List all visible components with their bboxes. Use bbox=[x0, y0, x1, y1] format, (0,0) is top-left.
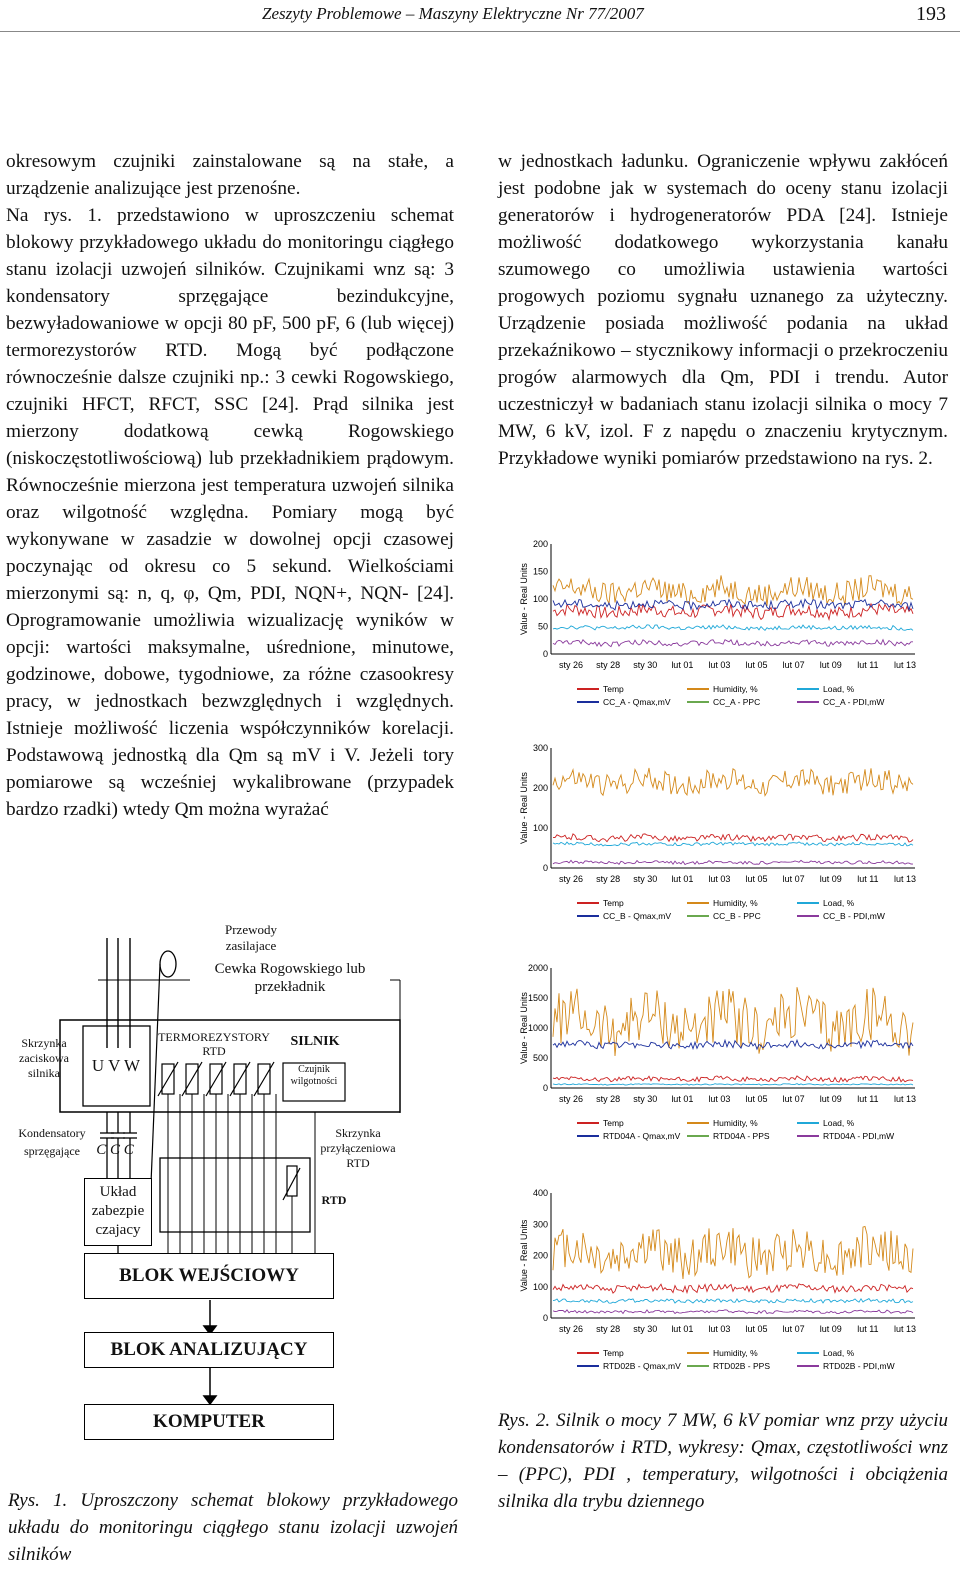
chart-svg bbox=[515, 740, 935, 940]
header-rule bbox=[0, 31, 960, 32]
legend-label: CC_B - PPC bbox=[713, 911, 761, 921]
x-tick-label: lut 03 bbox=[708, 874, 731, 884]
paragraph: okresowym czujniki zainstalowane są na stałe, a urządzenie analizujące jest przenośne. bbox=[6, 151, 454, 199]
y-tick-label: 1500 bbox=[527, 993, 548, 1003]
x-tick-label: lut 03 bbox=[708, 1324, 731, 1334]
legend-label: Temp bbox=[603, 1348, 624, 1358]
chart-svg bbox=[515, 536, 935, 726]
y-tick-label: 300 bbox=[532, 1219, 548, 1230]
legend-label: RTD02B - PDI,mW bbox=[823, 1361, 895, 1371]
y-axis-label: Value - Real Units bbox=[519, 1219, 529, 1292]
legend-label: CC_B - PDI,mW bbox=[823, 911, 885, 921]
series-line bbox=[553, 1227, 913, 1280]
rtd-label: RTD bbox=[321, 1193, 347, 1207]
journal-title: Zeszyty Problemowe – Maszyny Elektryczne Nr 77/2007 bbox=[262, 4, 644, 23]
x-tick-label: lut 03 bbox=[708, 1094, 731, 1104]
legend-label: Temp bbox=[603, 1118, 624, 1128]
paragraph: Na rys. 1. przedstawiono w uproszczeniu schemat blokowy przykładowego układu do monitoringu ciągłego stanu izolacji uzwojeń silników. Czujnikami wnz są: 3 kondensatory sprzęgające bezindukcyjne, bezwyładowaniowe w opcji 80 pF, 500 pF, 6 (lub więcej) termorezystorów RTD. Mogą być podłączone równocześnie dalsze czujniki np.: 3 cewki Rogowskiego, czujniki HFCT, RFCT, SSC [24]. Prąd silnika jest mierzony dodatkową cewką Rogowskiego (niskoczęstotliwościową) lub przekładnikiem prądowym. Równocześnie mierzona jest temperatura uzwojeń silnika oraz wilgotność względna. Pomiary mogą być wykonywane w zasadzie w dowolnej opcji czasowej poczynając od okresu co 5 sekund. Wielkościami mierzonymi są: n, q, φ, Qm, PDI, NQN+, NQN- [24]. Oprogramowanie umożliwia wizualizację wyników w opcji: wartości maksymalne, uśrednione, minutowe, godzinowe, dobowe, tygodniowe, za różne czasookresy pracy, w jednostkach bezwzględnych i względnych. Istnieje możliwość liczenia współczynników korelacji. Podstawową jednostką dla Qm są mV i V. Jeżeli tory pomiarowe są wcześniej wykalibrowane (przypadek bardzo rzadki) wtedy Qm można wyrażać bbox=[6, 205, 454, 820]
cables-label: Przewody zasilajace bbox=[225, 922, 277, 953]
y-tick-label: 200 bbox=[532, 1250, 548, 1261]
x-tick-label: lut 09 bbox=[819, 1324, 842, 1334]
right-column bbox=[498, 148, 948, 472]
x-tick-label: lut 03 bbox=[708, 660, 731, 670]
series-line bbox=[553, 1040, 913, 1049]
x-tick-label: sty 28 bbox=[596, 874, 621, 884]
series-line bbox=[553, 625, 913, 631]
protection-label: Układ zabezpie czajacy bbox=[91, 1184, 145, 1238]
series-line bbox=[553, 987, 913, 1056]
series-line bbox=[553, 1310, 913, 1314]
x-tick-label: lut 05 bbox=[745, 1094, 768, 1104]
x-tick-label: lut 01 bbox=[671, 1324, 694, 1334]
legend-label: CC_A - PDI,mW bbox=[823, 697, 885, 707]
series-line bbox=[553, 768, 913, 796]
x-tick-label: sty 26 bbox=[558, 660, 584, 670]
chart-cc-b bbox=[515, 740, 935, 940]
x-tick-label: lut 11 bbox=[857, 874, 879, 884]
series-line bbox=[553, 1299, 913, 1304]
y-tick-label: 300 bbox=[532, 743, 548, 753]
y-tick-label: 50 bbox=[537, 621, 548, 632]
x-tick-label: sty 30 bbox=[633, 1094, 658, 1104]
uvw-label: U V W bbox=[91, 1056, 141, 1075]
protection-box bbox=[84, 1178, 152, 1246]
chart-rtd04a bbox=[515, 960, 935, 1160]
legend-label: CC_B - Qmax,mV bbox=[603, 911, 672, 921]
analyzer-block: BLOK ANALIZUJĄCY bbox=[84, 1332, 334, 1368]
x-tick-label: sty 30 bbox=[633, 1324, 658, 1334]
legend-label: Load, % bbox=[823, 1118, 855, 1128]
chart-svg bbox=[515, 1185, 935, 1390]
legend-label: RTD04A - PPS bbox=[713, 1131, 770, 1141]
figure-1-caption: Rys. 1. Uproszczony schemat blokowy przykładowego układu do monitoringu ciągłego stanu izolacji uzwojeń silników bbox=[8, 1490, 458, 1565]
x-tick-label: sty 26 bbox=[558, 1094, 584, 1104]
x-tick-label: lut 13 bbox=[893, 1324, 917, 1334]
chart-cc-a bbox=[515, 536, 935, 726]
y-tick-label: 0 bbox=[542, 1083, 548, 1093]
legend-label: RTD02B - Qmax,mV bbox=[603, 1361, 681, 1371]
x-tick-label: lut 13 bbox=[893, 660, 917, 670]
y-axis-label: Value - Real Units bbox=[519, 563, 529, 635]
x-tick-label: lut 13 bbox=[893, 874, 917, 884]
series-line bbox=[553, 599, 913, 610]
humidity-sensor-label: Czujnik wilgotności bbox=[290, 1064, 338, 1087]
legend-label: CC_A - Qmax,mV bbox=[603, 697, 671, 707]
x-tick-label: sty 30 bbox=[633, 874, 658, 884]
x-tick-label: sty 28 bbox=[596, 1324, 621, 1334]
x-tick-label: sty 28 bbox=[596, 660, 621, 670]
legend-label: Humidity, % bbox=[713, 684, 758, 694]
y-axis-label: Value - Real Units bbox=[519, 772, 529, 844]
legend-label: Humidity, % bbox=[713, 1348, 758, 1358]
x-tick-label: lut 11 bbox=[857, 1094, 879, 1104]
legend-label: Load, % bbox=[823, 684, 855, 694]
figure-2-caption: Rys. 2. Silnik o mocy 7 MW, 6 kV pomiar wnz przy użyciu kondensatorów i RTD, wykresy: Qmax, częstotliwości wnz – (PPC), PDI , temperatury, wilgotności i obciążenia silnika dla trybu dziennego bbox=[498, 1410, 948, 1512]
x-tick-label: lut 01 bbox=[671, 874, 694, 884]
x-tick-label: sty 28 bbox=[596, 1094, 621, 1104]
legend-label: Humidity, % bbox=[713, 1118, 758, 1128]
chart-rtd02b bbox=[515, 1185, 935, 1390]
x-tick-label: lut 13 bbox=[893, 1094, 917, 1104]
y-tick-label: 100 bbox=[532, 823, 548, 833]
y-tick-label: 500 bbox=[532, 1053, 548, 1063]
series-line bbox=[553, 860, 913, 864]
legend-label: Load, % bbox=[823, 898, 855, 908]
y-tick-label: 100 bbox=[532, 594, 548, 604]
x-tick-label: lut 01 bbox=[671, 1094, 694, 1104]
series-line bbox=[553, 1284, 913, 1293]
y-tick-label: 0 bbox=[542, 1313, 548, 1323]
block-diagram bbox=[0, 908, 470, 1468]
y-tick-label: 1000 bbox=[527, 1023, 548, 1033]
legend-label: Humidity, % bbox=[713, 898, 758, 908]
terminal-box-label: Skrzynka zaciskowa silnika bbox=[19, 1036, 69, 1080]
capacitor-c-labels: C C C bbox=[96, 1142, 134, 1158]
series-line bbox=[553, 834, 913, 842]
capacitors-label: Kondensatory sprzęgające bbox=[18, 1126, 86, 1158]
x-tick-label: sty 30 bbox=[633, 660, 658, 670]
legend-label: CC_A - PPC bbox=[713, 697, 761, 707]
series-line bbox=[553, 1076, 913, 1082]
rtd-junction-label: Skrzynka przyłączeniowa RTD bbox=[320, 1126, 396, 1170]
y-tick-label: 0 bbox=[542, 649, 548, 659]
y-tick-label: 100 bbox=[532, 1281, 548, 1292]
x-tick-label: lut 09 bbox=[819, 660, 842, 670]
y-tick-label: 0 bbox=[542, 863, 548, 873]
legend-label: Load, % bbox=[823, 1348, 855, 1358]
x-tick-label: sty 26 bbox=[558, 1324, 584, 1334]
computer-block: KOMPUTER bbox=[84, 1404, 334, 1440]
series-line bbox=[553, 842, 913, 846]
legend-label: Temp bbox=[603, 684, 624, 694]
x-tick-label: lut 11 bbox=[857, 1324, 879, 1334]
paragraph: w jednostkach ładunku. Ograniczenie wpływu zakłóceń jest podobne jak w systemach do oceny stanu izolacji generatorów i hydrogeneratorów PDA [24]. Istnieje możliwość dodatkowego wykorzystania kanału szumowego co umożliwia ustawienia wartości progowych poziomu sygnału uznanego za użyteczny. Urządzenie posiada możliwość podania na układ przekaźnikowo – stycznikowy informacji o przekroczeniu progów alarmowych dla Qm, PDI i trendu. Autor uczestniczył w badaniach stanu izolacji silnika o mocy 7 MW, 6 kV, izol. F z napędu o znaczeniu krytycznym. Przykładowe wyniki pomiarów przedstawiono na rys. 2. bbox=[498, 151, 948, 469]
x-tick-label: sty 26 bbox=[558, 874, 584, 884]
series-line bbox=[553, 1084, 913, 1086]
y-tick-label: 200 bbox=[532, 783, 548, 793]
series-line bbox=[553, 640, 913, 647]
page-number: 193 bbox=[916, 3, 946, 25]
left-column bbox=[6, 148, 454, 823]
legend-label: RTD04A - PDI,mW bbox=[823, 1131, 895, 1141]
x-tick-label: lut 09 bbox=[819, 874, 842, 884]
legend-label: Temp bbox=[603, 898, 624, 908]
x-tick-label: lut 07 bbox=[782, 660, 805, 670]
y-tick-label: 150 bbox=[532, 566, 548, 577]
y-tick-label: 400 bbox=[532, 1188, 548, 1198]
x-tick-label: lut 07 bbox=[782, 874, 805, 884]
x-tick-label: lut 01 bbox=[671, 660, 694, 670]
x-tick-label: lut 07 bbox=[782, 1094, 805, 1104]
y-axis-label: Value - Real Units bbox=[519, 992, 529, 1064]
x-tick-label: lut 07 bbox=[782, 1324, 805, 1334]
rogowski-label: Cewka Rogowskiego lub przekładnik bbox=[190, 960, 390, 996]
chart-svg bbox=[515, 960, 935, 1160]
x-tick-label: lut 05 bbox=[745, 874, 768, 884]
legend-label: RTD02B - PPS bbox=[713, 1361, 771, 1371]
y-tick-label: 2000 bbox=[527, 963, 548, 973]
x-tick-label: lut 11 bbox=[857, 660, 879, 670]
rtd-sensors-label: TERMOREZYSTORY RTD bbox=[158, 1030, 270, 1058]
motor-label: SILNIK bbox=[290, 1034, 340, 1049]
x-tick-label: lut 05 bbox=[745, 660, 768, 670]
input-block: BLOK WEJŚCIOWY bbox=[84, 1253, 334, 1299]
y-tick-label: 200 bbox=[532, 539, 548, 549]
legend-label: RTD04A - Qmax,mV bbox=[603, 1131, 681, 1141]
x-tick-label: lut 09 bbox=[819, 1094, 842, 1104]
x-tick-label: lut 05 bbox=[745, 1324, 768, 1334]
